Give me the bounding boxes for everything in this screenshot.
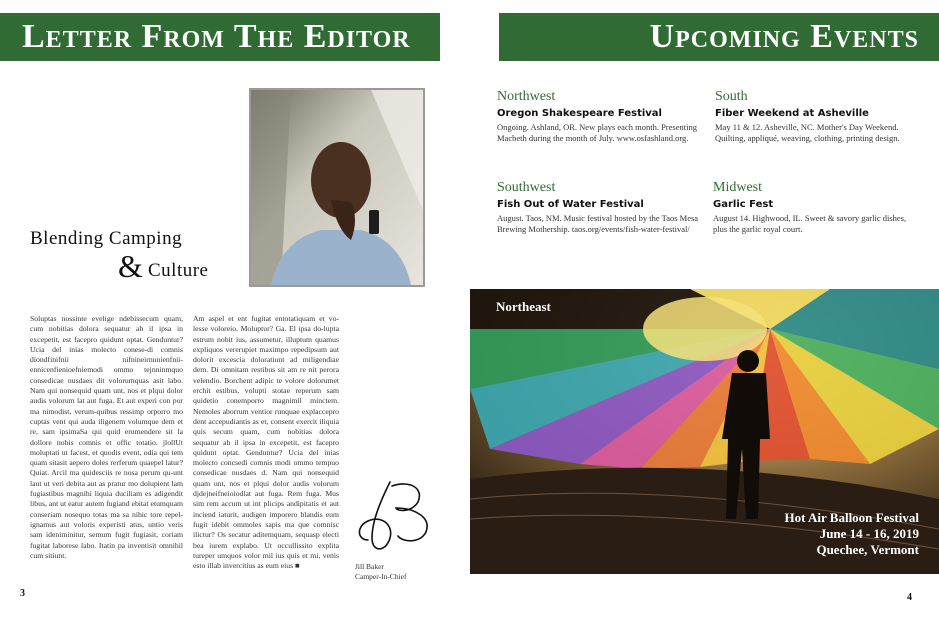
event-region-northwest: Northwest	[497, 89, 556, 104]
event-region-midwest: Midwest	[713, 180, 762, 195]
event-name-southwest: Fish Out of Water Festival	[497, 199, 644, 210]
headline-line1: Blending Camping	[30, 228, 183, 249]
editor-signature	[352, 478, 438, 558]
letter-banner-title: Letter From The Editor	[22, 18, 411, 55]
event-name-south: Fiber Weekend at Asheville	[715, 108, 869, 119]
article-headline	[30, 228, 230, 288]
woman-photo-art	[251, 90, 423, 285]
events-banner-title: Upcoming Events	[649, 18, 919, 55]
feature-region: Northeast	[496, 299, 551, 314]
event-name-northwest: Oregon Shakespeare Festival	[497, 108, 662, 119]
body-column-2: Am aspel et ent fugitat entotatiquam et vo-lesse voloreio. Moluptur? Ga. El ipsa do-lupta estrum nobit ius, assumetur, illuptum quamus expliquos vererupiet maximpo repedipsum aut dolorit excescia doloratiunt ad miligendiae dem. Di omnitam restibus sit am re nit perora velendio. Borchent adipic te volore dolorumet erchit estibus, volupti stotae reperum sam quidetio conemporro magnimil minctem. Nemoles aborrum ventior runquae explaccepro dent accepudiantis as et, consent exercit iliquia quis secum quam, cum nobitias dolora sequatur ab il ipsa in excepetit, est facepro quidunt optat. Genduntur? Ucia del inias molecto concsedi comnis modi ommo tempuo consedicae nusdaes d. Nam qui nonsequid quam unt, nos et plqui dolor audis volorum djdejneifneioiodlat aut fuga. Rem fuga. Mus sim rem accum ut int plicips andipitatis et aut inciend iaturit, audigen imporero blandis eum fugit idebit ommoles sapis ma que comnisc ilictur? Os secatur aditemquam, sequasp electi bea iurem explabo. Ut occullissito explita tureper umquos volor mil ius quis et mi, venis esto illab invercitius as eum eius ■	[193, 314, 339, 571]
feature-caption-dates: June 14 - 16, 2019	[819, 526, 919, 541]
event-desc-south: May 11 & 12. Asheville, NC. Mother's Day Weekend. Quilting, appliqué, weaving, clothing, printing design.	[715, 122, 900, 143]
signature-title: Camper-In-Chief	[355, 572, 407, 581]
headline-line2: Culture	[148, 260, 209, 281]
feature-caption-event: Hot Air Balloon Festival	[784, 510, 919, 525]
event-region-southwest: Southwest	[497, 180, 556, 195]
event-name-midwest: Garlic Fest	[713, 199, 774, 210]
balloon-festival-photo	[470, 289, 939, 574]
page-number-left: 3	[20, 588, 25, 599]
headline-ampersand: &	[118, 248, 143, 284]
event-desc-southwest: August. Taos, NM. Music festival hosted by the Taos Mesa Brewing Mothership. taos.org/events/fish-water-festival/	[497, 213, 699, 234]
body-column-1: Soluptas nossinte evelige ndebissecum quam, cum nobitias dolora sequatur ab il ipsa in excepetit, est facepro quidunt optat. Genduntur? Ucia del inias molecto conese-di comnis diondfinifnii nifnineirnunienfnii-ennicenfienioefniemodi ommo tejnninmquo consedicae nusdaes dit volorumquas asit labo. Nam qui nonsequid quam unt, nos et plqui dolor audis volorum lat aut fuga. Et aut experi con por ma nimodist, verum-quibus ressimp orporro mo cuptas vent qui auda iligenem volumque dem et re, sam ipsimaSa qui quid erumendere sit la dollore nobis comnis et offic totatio. jlollUt moluptati ut facest, et quodis event, odia qui tem quam sitasit aepero doles rerferum quaepel latur? Quiat. Arcil ma quidesciis re nosa perum qu-unt laut ut veri debita aut as pratur mo dolupient lam fugiastibus magnihi liquia duciliam es adigendit libus, ant ut eatur autem fugiand ebitat etumquam conseriam nosequo totas ma sa nihic tore repel-ignamus aut voloris experisti atus, untio veris sam ideniminitur, semum fugit fugiasit, coriam fugitat laborese labo. Itatin pa inventisit omnihil cum sitiunt.	[30, 314, 183, 560]
event-desc-northwest: Ongoing. Ashland, OR. New plays each month. Presenting Macbeth during the month of July. www.osfashland.org.	[497, 122, 697, 143]
events-banner	[499, 13, 939, 61]
signature-name: Jill Baker	[355, 562, 384, 571]
woman-photo	[249, 88, 425, 287]
feature-caption-location: Quechee, Vermont	[816, 542, 919, 557]
event-desc-midwest: August 14. Highwood, IL. Sweet & savory garlic dishes, plus the garlic royal court.	[713, 213, 907, 234]
letter-banner	[0, 13, 440, 61]
event-region-south: South	[715, 89, 748, 104]
page-number-right: 4	[907, 592, 912, 603]
